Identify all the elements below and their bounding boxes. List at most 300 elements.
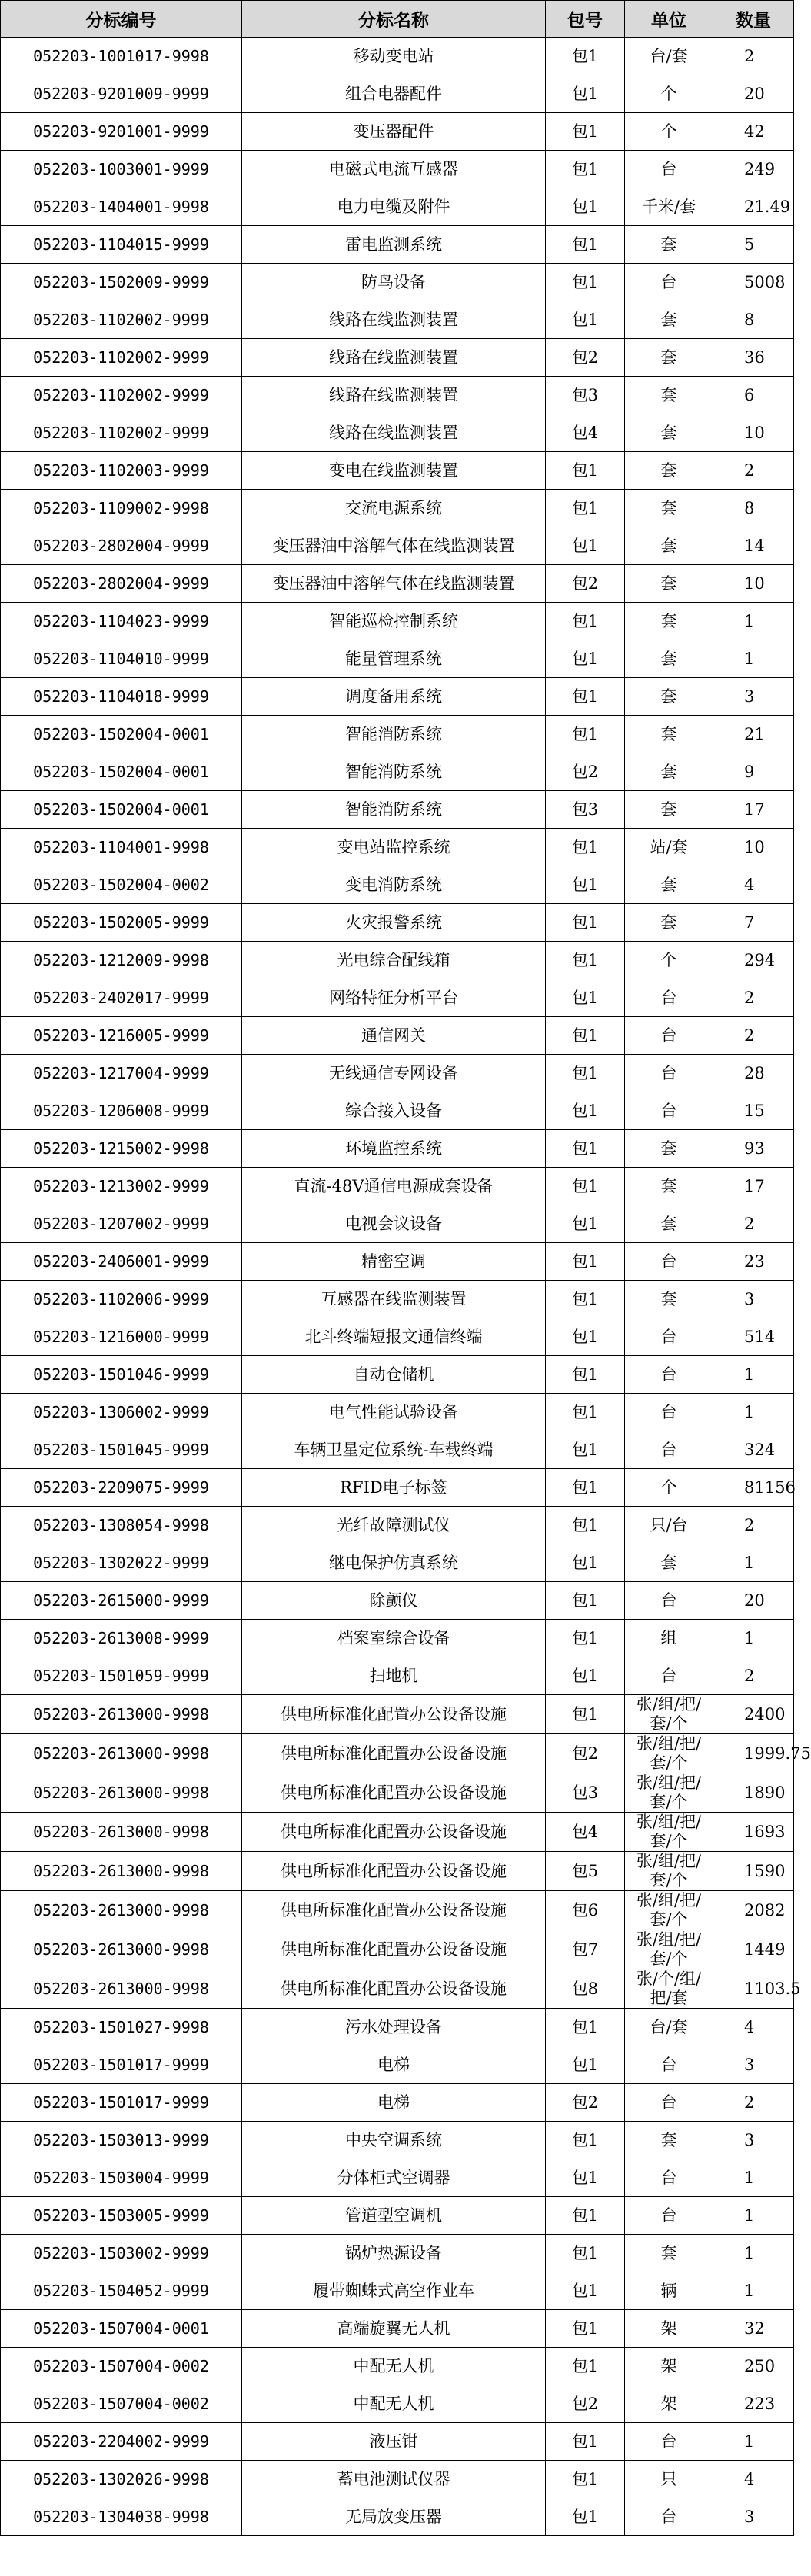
table-row [1,1544,794,1582]
table-row [1,1891,794,1930]
lot-name-cell: 供电所标准化配置办公设备设施 [242,1969,546,2009]
package-cell: 包1 [546,979,625,1017]
unit-cell: 架 [625,2348,713,2385]
lot-code-cell: 052203-1102003-9999 [1,452,242,490]
package-cell: 包1 [546,113,625,151]
lot-code-cell: 052203-2613000-9998 [1,1773,242,1813]
package-cell: 包2 [546,565,625,603]
package-cell: 包1 [546,829,625,866]
unit-cell: 台 [625,1318,713,1356]
unit-cell: 张/组/把/套/个 [625,1852,713,1891]
lot-code-cell: 052203-1212009-9998 [1,942,242,979]
quantity-cell: 1 [713,2235,794,2272]
table-row [1,2084,794,2122]
lot-name-cell: 高端旋翼无人机 [242,2310,546,2348]
lot-name-cell: 通信网关 [242,1017,546,1055]
package-cell: 包1 [546,2461,625,2498]
unit-cell: 套 [625,490,713,527]
package-cell: 包1 [546,301,625,339]
lot-code-cell: 052203-1104023-9999 [1,603,242,640]
package-cell: 包1 [546,678,625,716]
table-row [1,753,794,791]
lot-code-cell: 052203-1502004-0002 [1,866,242,904]
package-cell: 包1 [546,1318,625,1356]
lot-code-cell: 052203-1502004-0001 [1,753,242,791]
lot-code-cell: 052203-1404001-9998 [1,188,242,226]
unit-cell: 台 [625,979,713,1017]
package-cell: 包1 [546,2009,625,2046]
lot-name-cell: 北斗终端短报文通信终端 [242,1318,546,1356]
quantity-cell: 1 [713,2159,794,2197]
quantity-cell: 2 [713,2084,794,2122]
unit-cell: 张/组/把/套/个 [625,1930,713,1969]
unit-cell: 架 [625,2385,713,2423]
lot-name-cell: 防鸟设备 [242,264,546,301]
unit-cell: 套 [625,904,713,942]
lot-name-cell: 线路在线监测装置 [242,414,546,452]
table-row [1,1620,794,1657]
package-cell: 包1 [546,1544,625,1582]
table-row [1,527,794,565]
unit-cell: 张/组/把/套/个 [625,1891,713,1930]
lot-code-cell: 052203-1215002-9998 [1,1130,242,1168]
lot-name-cell: 雷电监测系统 [242,226,546,264]
table-row [1,2235,794,2272]
package-cell: 包1 [546,866,625,904]
table-row [1,1205,794,1243]
table-row [1,2385,794,2423]
lot-code-cell: 052203-2613000-9998 [1,1852,242,1891]
lot-name-cell: 车辆卫星定位系统-车载终端 [242,1431,546,1469]
lot-code-cell: 052203-1502004-0001 [1,716,242,753]
lot-name-cell: 无局放变压器 [242,2498,546,2536]
lot-code-cell: 052203-2204002-9999 [1,2423,242,2461]
lot-code-cell: 052203-1102002-9999 [1,301,242,339]
lot-name-cell: 火灾报警系统 [242,904,546,942]
table-row [1,791,794,829]
package-cell: 包1 [546,1130,625,1168]
lot-code-cell: 052203-2406001-9999 [1,1243,242,1281]
unit-cell: 台 [625,1431,713,1469]
quantity-cell: 1 [713,2272,794,2310]
lot-code-cell: 052203-1507004-0001 [1,2310,242,2348]
package-cell: 包1 [546,75,625,113]
lot-code-cell: 052203-2802004-9999 [1,565,242,603]
lot-name-cell: 变电消防系统 [242,866,546,904]
table-row [1,2009,794,2046]
lot-code-cell: 052203-1502005-9999 [1,904,242,942]
lot-code-cell: 052203-1302022-9999 [1,1544,242,1582]
table-row [1,2272,794,2310]
package-cell: 包1 [546,1205,625,1243]
unit-cell: 套 [625,866,713,904]
lot-code-cell: 052203-1001017-9998 [1,38,242,75]
quantity-cell: 1103.5 [713,1969,794,2009]
lot-code-cell: 052203-1501027-9998 [1,2009,242,2046]
unit-cell: 套 [625,226,713,264]
unit-cell: 套 [625,603,713,640]
unit-cell: 套 [625,2235,713,2272]
table-row [1,640,794,678]
quantity-cell: 250 [713,2348,794,2385]
lot-code-cell: 052203-1102002-9999 [1,414,242,452]
lot-name-cell: 光电综合配线箱 [242,942,546,979]
unit-cell: 个 [625,75,713,113]
table-row [1,603,794,640]
lot-code-cell: 052203-1104015-9999 [1,226,242,264]
package-cell: 包1 [546,1469,625,1507]
lot-name-cell: 线路在线监测装置 [242,377,546,414]
unit-cell: 个 [625,942,713,979]
unit-cell: 台 [625,1017,713,1055]
unit-cell: 套 [625,301,713,339]
quantity-cell: 3 [713,2122,794,2159]
lot-name-cell: 直流-48V通信电源成套设备 [242,1168,546,1205]
lot-name-cell: 组合电器配件 [242,75,546,113]
unit-cell: 套 [625,678,713,716]
quantity-cell: 10 [713,829,794,866]
lot-name-cell: 液压钳 [242,2423,546,2461]
header-lot-code: 分标编号 [1,1,242,38]
quantity-cell: 1 [713,1356,794,1394]
lot-name-cell: 智能消防系统 [242,753,546,791]
lot-code-cell: 052203-1308054-9998 [1,1507,242,1544]
lot-code-cell: 052203-1507004-0002 [1,2385,242,2423]
table-body [1,38,811,2536]
lot-code-cell: 052203-2613000-9998 [1,1891,242,1930]
lot-name-cell: 变压器油中溶解气体在线监测装置 [242,565,546,603]
lot-code-cell: 052203-1216000-9999 [1,1318,242,1356]
unit-cell: 套 [625,2122,713,2159]
quantity-cell: 1 [713,1544,794,1582]
unit-cell: 套 [625,640,713,678]
unit-cell: 台 [625,1394,713,1431]
lot-code-cell: 052203-1503002-9999 [1,2235,242,2272]
quantity-cell: 514 [713,1318,794,1356]
package-cell: 包1 [546,188,625,226]
table-row [1,1130,794,1168]
quantity-cell: 324 [713,1431,794,1469]
quantity-cell: 1 [713,1394,794,1431]
lot-code-cell: 052203-1216005-9999 [1,1017,242,1055]
table-row [1,264,794,301]
header-unit: 单位 [625,1,713,38]
package-cell: 包1 [546,942,625,979]
lot-code-cell: 052203-1003001-9999 [1,151,242,188]
table-row [1,716,794,753]
unit-cell: 台 [625,2197,713,2235]
table-row [1,1582,794,1620]
unit-cell: 台 [625,2498,713,2536]
package-cell: 包6 [546,1891,625,1930]
unit-cell: 套 [625,753,713,791]
lot-code-cell: 052203-9201001-9999 [1,113,242,151]
unit-cell: 套 [625,527,713,565]
lot-name-cell: 扫地机 [242,1657,546,1695]
table-row [1,904,794,942]
lot-name-cell: 管道型空调机 [242,2197,546,2235]
quantity-cell: 28 [713,1055,794,1092]
package-cell: 包4 [546,1813,625,1852]
table-row [1,1469,794,1507]
lot-code-cell: 052203-1104010-9999 [1,640,242,678]
header-row [1,1,794,38]
table-row [1,339,794,377]
lot-name-cell: 供电所标准化配置办公设备设施 [242,1695,546,1734]
lot-code-cell: 052203-1501017-9999 [1,2084,242,2122]
table-row [1,1243,794,1281]
table-row [1,490,794,527]
lot-code-cell: 052203-1206008-9999 [1,1092,242,1130]
package-cell: 包1 [546,1055,625,1092]
quantity-cell: 4 [713,2009,794,2046]
lot-name-cell: 精密空调 [242,1243,546,1281]
lot-name-cell: 电力电缆及附件 [242,188,546,226]
unit-cell: 套 [625,716,713,753]
quantity-cell: 17 [713,1168,794,1205]
table-row [1,2461,794,2498]
lot-name-cell: 环境监控系统 [242,1130,546,1168]
quantity-cell: 2 [713,38,794,75]
unit-cell: 套 [625,377,713,414]
lot-name-cell: 供电所标准化配置办公设备设施 [242,1891,546,1930]
quantity-cell: 4 [713,2461,794,2498]
table-row [1,38,794,75]
unit-cell: 站/套 [625,829,713,866]
package-cell: 包1 [546,2498,625,2536]
quantity-cell: 2 [713,452,794,490]
package-cell: 包1 [546,264,625,301]
unit-cell: 台 [625,2423,713,2461]
package-cell: 包1 [546,640,625,678]
quantity-cell: 3 [713,2046,794,2084]
lot-code-cell: 052203-1507004-0002 [1,2348,242,2385]
package-cell: 包1 [546,490,625,527]
lot-code-cell: 052203-1102002-9999 [1,377,242,414]
quantity-cell: 1 [713,2423,794,2461]
quantity-cell: 2 [713,979,794,1017]
lot-name-cell: 交流电源系统 [242,490,546,527]
lot-code-cell: 052203-1503004-9999 [1,2159,242,2197]
lot-code-cell: 052203-2402017-9999 [1,979,242,1017]
lot-name-cell: 线路在线监测装置 [242,301,546,339]
lot-code-cell: 052203-1217004-9999 [1,1055,242,1092]
package-cell: 包1 [546,1507,625,1544]
lot-code-cell: 052203-1502004-0001 [1,791,242,829]
package-cell: 包7 [546,1930,625,1969]
package-cell: 包1 [546,1431,625,1469]
package-cell: 包1 [546,2272,625,2310]
unit-cell: 台 [625,1582,713,1620]
lot-name-cell: 档案室综合设备 [242,1620,546,1657]
lot-code-cell: 052203-1306002-9999 [1,1394,242,1431]
header-package: 包号 [546,1,625,38]
unit-cell: 套 [625,1130,713,1168]
unit-cell: 辆 [625,2272,713,2310]
package-cell: 包3 [546,377,625,414]
quantity-cell: 10 [713,565,794,603]
unit-cell: 台 [625,264,713,301]
table-row [1,2046,794,2084]
quantity-cell: 21.49 [713,188,794,226]
table-row [1,1773,794,1813]
lot-code-cell: 052203-1104001-9998 [1,829,242,866]
lot-code-cell: 052203-1213002-9999 [1,1168,242,1205]
quantity-cell: 6 [713,377,794,414]
package-cell: 包1 [546,151,625,188]
table-row [1,1695,794,1734]
lot-code-cell: 052203-1503013-9999 [1,2122,242,2159]
lot-code-cell: 052203-1304038-9998 [1,2498,242,2536]
lot-name-cell: 电气性能试验设备 [242,1394,546,1431]
lot-code-cell: 052203-2613000-9998 [1,1734,242,1773]
lot-name-cell: 供电所标准化配置办公设备设施 [242,1773,546,1813]
package-cell: 包1 [546,1582,625,1620]
unit-cell: 套 [625,339,713,377]
unit-cell: 套 [625,565,713,603]
package-cell: 包1 [546,2423,625,2461]
quantity-cell: 1999.75 [713,1734,794,1773]
package-cell: 包1 [546,452,625,490]
quantity-cell: 3 [713,678,794,716]
quantity-cell: 93 [713,1130,794,1168]
quantity-cell: 17 [713,791,794,829]
package-cell: 包1 [546,226,625,264]
unit-cell: 台/套 [625,2009,713,2046]
table-row [1,1092,794,1130]
lot-name-cell: 变电在线监测装置 [242,452,546,490]
unit-cell: 套 [625,414,713,452]
unit-cell: 台 [625,1055,713,1092]
unit-cell: 套 [625,1281,713,1318]
lot-code-cell: 052203-1503005-9999 [1,2197,242,2235]
lot-name-cell: 变电站监控系统 [242,829,546,866]
package-cell: 包1 [546,1620,625,1657]
unit-cell: 套 [625,452,713,490]
package-cell: 包1 [546,2348,625,2385]
lot-name-cell: 供电所标准化配置办公设备设施 [242,1930,546,1969]
table-row [1,2122,794,2159]
table-row [1,1281,794,1318]
quantity-cell: 36 [713,339,794,377]
package-cell: 包1 [546,2197,625,2235]
table-row [1,377,794,414]
quantity-cell: 7 [713,904,794,942]
lot-name-cell: RFID电子标签 [242,1469,546,1507]
quantity-cell: 20 [713,1582,794,1620]
quantity-cell: 8 [713,301,794,339]
lot-name-cell: 电视会议设备 [242,1205,546,1243]
package-cell: 包2 [546,2385,625,2423]
package-cell: 包1 [546,527,625,565]
quantity-cell: 2 [713,1507,794,1544]
package-cell: 包8 [546,1969,625,2009]
table-row [1,1930,794,1969]
package-cell: 包1 [546,2235,625,2272]
lot-name-cell: 电磁式电流互感器 [242,151,546,188]
unit-cell: 只/台 [625,1507,713,1544]
lot-name-cell: 智能巡检控制系统 [242,603,546,640]
lot-name-cell: 电梯 [242,2046,546,2084]
quantity-cell: 42 [713,113,794,151]
table-row [1,226,794,264]
header-quantity: 数量 [713,1,794,38]
table-row [1,1813,794,1852]
lot-name-cell: 供电所标准化配置办公设备设施 [242,1813,546,1852]
lot-name-cell: 自动仓储机 [242,1356,546,1394]
table-row [1,1394,794,1431]
lot-code-cell: 052203-2613000-9998 [1,1695,242,1734]
lot-code-cell: 052203-2613000-9998 [1,1813,242,1852]
quantity-cell: 20 [713,75,794,113]
quantity-cell: 1449 [713,1930,794,1969]
table-row [1,2197,794,2235]
unit-cell: 台 [625,1243,713,1281]
table-row [1,75,794,113]
quantity-cell: 4 [713,866,794,904]
package-cell: 包1 [546,1394,625,1431]
lot-name-cell: 无线通信专网设备 [242,1055,546,1092]
table-row [1,1969,794,2009]
quantity-cell: 1890 [713,1773,794,1813]
package-cell: 包3 [546,791,625,829]
lot-code-cell: 052203-1302026-9998 [1,2461,242,2498]
quantity-cell: 3 [713,1281,794,1318]
package-cell: 包1 [546,2159,625,2197]
table-row [1,188,794,226]
unit-cell: 个 [625,113,713,151]
quantity-cell: 32 [713,2310,794,2348]
unit-cell: 台 [625,151,713,188]
lot-name-cell: 中配无人机 [242,2348,546,2385]
table-row [1,151,794,188]
quantity-cell: 15 [713,1092,794,1130]
package-cell: 包1 [546,2310,625,2348]
lot-name-cell: 中央空调系统 [242,2122,546,2159]
unit-cell: 张/组/把/套/个 [625,1734,713,1773]
quantity-cell: 1 [713,2197,794,2235]
package-cell: 包3 [546,1773,625,1813]
table-row [1,1431,794,1469]
quantity-cell: 1 [713,603,794,640]
quantity-cell: 21 [713,716,794,753]
package-cell: 包1 [546,1281,625,1318]
lot-code-cell: 052203-1207002-9999 [1,1205,242,1243]
lot-code-cell: 052203-1104018-9999 [1,678,242,716]
lot-name-cell: 中配无人机 [242,2385,546,2423]
unit-cell: 只 [625,2461,713,2498]
unit-cell: 架 [625,2310,713,2348]
table-row [1,678,794,716]
table-row [1,452,794,490]
lot-code-cell: 052203-2613000-9998 [1,1969,242,2009]
package-cell: 包1 [546,1017,625,1055]
lot-code-cell: 052203-2615000-9999 [1,1582,242,1620]
quantity-cell: 2400 [713,1695,794,1734]
package-cell: 包2 [546,2084,625,2122]
table-row [1,1356,794,1394]
unit-cell: 台 [625,2159,713,2197]
package-cell: 包1 [546,2122,625,2159]
lot-name-cell: 互感器在线监测装置 [242,1281,546,1318]
lot-code-cell: 052203-1501046-9999 [1,1356,242,1394]
lot-code-cell: 052203-1504052-9999 [1,2272,242,2310]
package-cell: 包1 [546,603,625,640]
table-row [1,1055,794,1092]
quantity-cell: 249 [713,151,794,188]
table-row [1,2423,794,2461]
package-cell: 包1 [546,1356,625,1394]
